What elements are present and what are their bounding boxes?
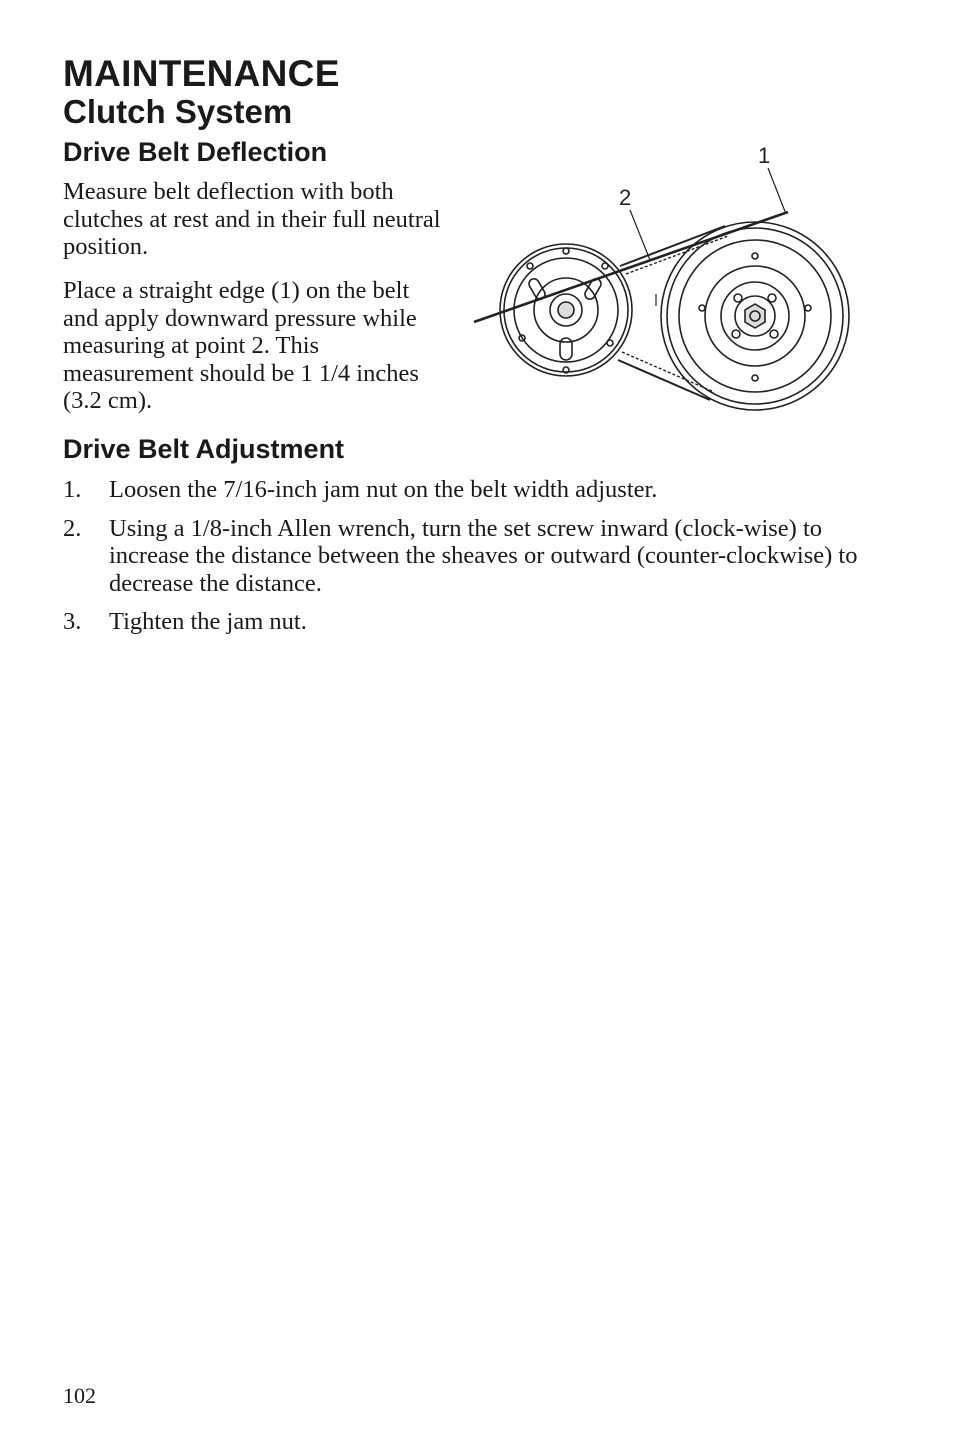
- subsection-title: Clutch System: [63, 93, 293, 130]
- callout-1-leader: [768, 168, 786, 214]
- step-number: 2.: [63, 514, 82, 542]
- belt-deflection-diagram: [470, 138, 860, 418]
- callout-1-label: 1: [758, 143, 771, 168]
- section-title: MAINTENANCE: [63, 53, 340, 94]
- step-text: Using a 1/8-inch Allen wrench, turn the set screw inward (clock-wise) to increase the distance between the sheaves or outward (counter-clockwise) to decrease the distance.: [109, 514, 858, 597]
- step-text: Loosen the 7/16-inch jam nut on the belt width adjuster.: [109, 476, 658, 503]
- list-item: [63, 515, 863, 598]
- list-item: [63, 476, 863, 504]
- clutch-illustration: [470, 138, 860, 418]
- callout-2-leader: [630, 210, 650, 260]
- step-number: 1.: [63, 476, 82, 503]
- callout-2-label: 2: [619, 185, 632, 210]
- deflection-paragraph-1: Measure belt deflection with both clutches at rest and in their full neutral position.: [63, 178, 441, 260]
- page-number: 102: [63, 1383, 96, 1408]
- list-item: [63, 608, 863, 636]
- deflection-paragraph-2: Place a straight edge (1) on the belt and apply downward pressure while measuring at point 2. This measurement should be 1 1/4 inches (3.2 cm).: [63, 277, 419, 414]
- deflection-heading: Drive Belt Deflection: [63, 137, 328, 167]
- step-number: 3.: [63, 608, 82, 635]
- step-text: Tighten the jam nut.: [109, 608, 307, 635]
- adjustment-steps: [63, 476, 863, 647]
- adjustment-heading: Drive Belt Adjustment: [63, 434, 345, 464]
